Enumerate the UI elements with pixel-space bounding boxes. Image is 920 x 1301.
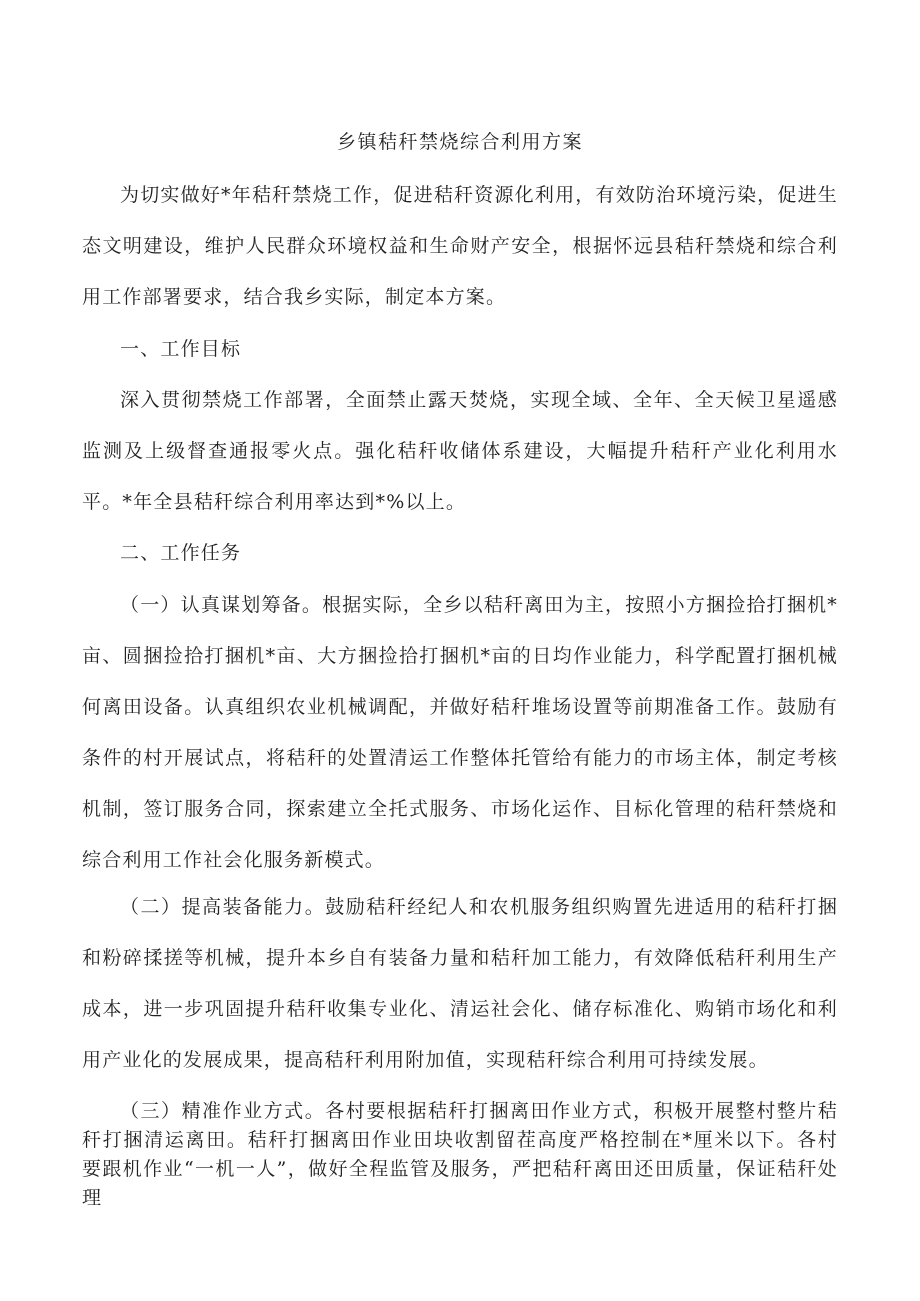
task-paragraph-2: （二）提高装备能力。鼓励秸秆经纪人和农机服务组织购置先进适用的秸秆打捆和粉碎揉搓等机械，提升本乡自有装备力量和秸秆加工能力，有效降低秸秆利用生产成本，进一步巩固提升秸秆收集专业化、清运社会化、储存标准化、购销市场化和利用产业化的发展成果，提高秸秆利用附加值，实现秸秆综合利用可持续发展。: [82, 896, 838, 1071]
section-heading-tasks: 二、工作任务: [120, 542, 242, 564]
task-paragraph-1: （一）认真谋划筹备。根据实际，全乡以秸秆离田为主，按照小方捆捡拾打捆机*亩、圆捆捡拾打捆机*亩、大方捆捡拾打捆机*亩的日均作业能力，科学配置打捆机械何离田设备。认真组织农业机械调配，并做好秸秆堆场设置等前期准备工作。鼓励有条件的村开展试点，将秸秆的处置清运工作整体托管给有能力的市场主体，制定考核机制，签订服务合同，探索建立全托式服务、市场化运作、目标化管理的秸秆禁烧和综合利用工作社会化服务新模式。: [82, 594, 838, 871]
intro-paragraph: 为切实做好*年秸秆禁烧工作，促进秸秆资源化利用，有效防治环境污染，促进生态文明建设，维护人民群众环境权益和生命财产安全，根据怀远县秸秆禁烧和综合利用工作部署要求，结合我乡实际，制定本方案。: [82, 184, 838, 308]
section-heading-goals: 一、工作目标: [120, 338, 242, 360]
document-title: 乡镇秸秆禁烧综合利用方案: [336, 131, 583, 153]
goals-paragraph: 深入贯彻禁烧工作部署，全面禁止露天焚烧，实现全域、全年、全天候卫星遥感监测及上级督查通报零火点。强化秸秆收储体系建设，大幅提升秸秆产业化利用水平。*年全县秸秆综合利用率达到*%以上。: [82, 389, 838, 513]
task-paragraph-3: （三）精准作业方式。各村要根据秸秆打捆离田作业方式，积极开展整村整片秸秆打捆清运离田。秸秆打捆离田作业田块收割留茬高度严格控制在*厘米以下。各村要跟机作业“一机一人”，做好全程监管及服务，严把秸秆离田还田质量，保证秸秆处理: [82, 1100, 838, 1209]
